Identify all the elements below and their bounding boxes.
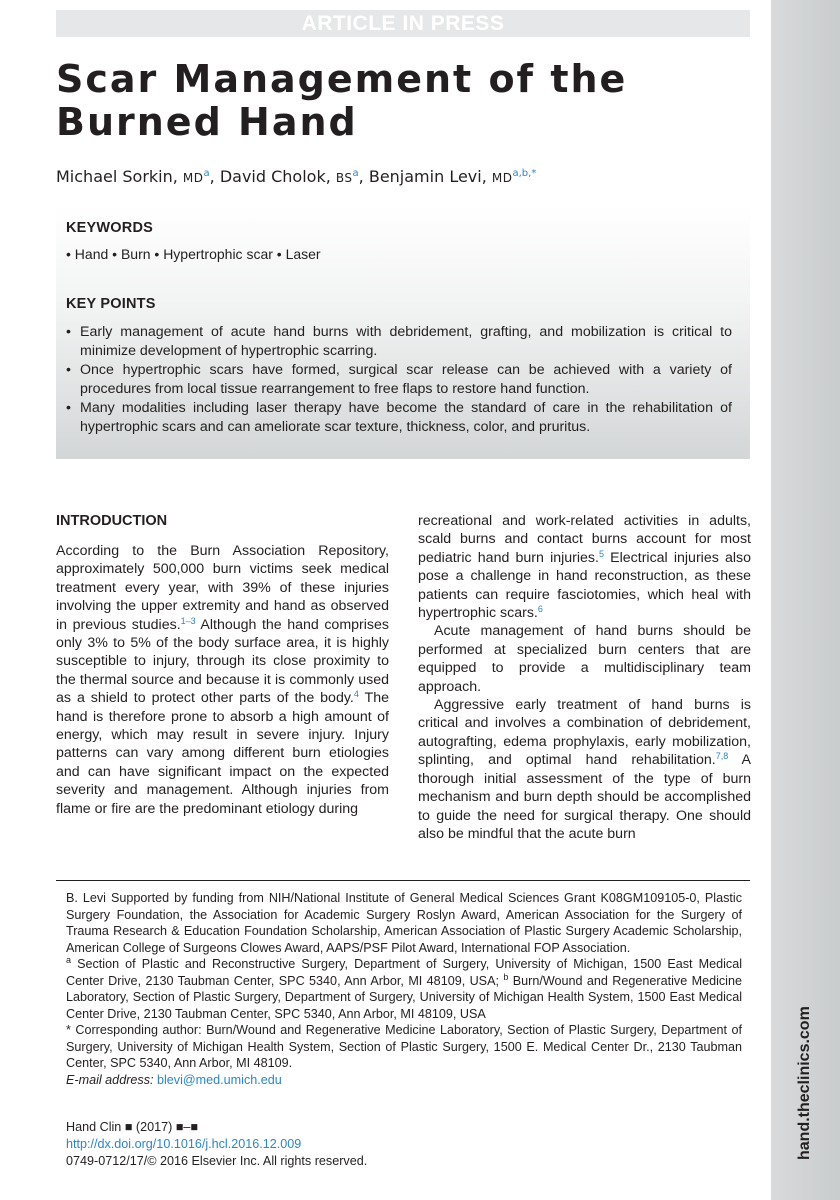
intro-paragraph-1-continued <box>418 512 751 622</box>
author-3-affiliation-link[interactable]: a,b,* <box>512 168 537 179</box>
author-1-affiliation-link[interactable]: a <box>203 168 210 179</box>
author-3-name: Benjamin Levi, <box>368 167 487 186</box>
email-label: E-mail address: <box>66 1072 154 1087</box>
affiliation-a-text: Section of Plastic and Reconstructive Surgery, Department of Surgery, University of Michigan, 1500 East Medical Center Drive, 2130 Taubman Center, SPC 5340, Ann Arbor, MI 48109, USA; <box>66 957 742 988</box>
affiliation-mark: b <box>503 971 509 982</box>
title-line-2: Burned Hand <box>56 100 358 144</box>
reference-link[interactable]: 7,8 <box>715 751 729 762</box>
reference-link[interactable]: 5 <box>598 548 604 559</box>
introduction-heading: INTRODUCTION <box>56 513 168 529</box>
keypoint-item: • Early management of acute hand burns with debridement, grafting, and mobilization is critical to minimize development of hypertrophic scarring. <box>66 323 732 360</box>
doi-link[interactable]: http://dx.doi.org/10.1016/j.hcl.2016.12.009 <box>66 1137 302 1151</box>
author-3-degree: MD <box>491 171 513 185</box>
affiliations-note <box>66 956 742 1022</box>
paragraph-text: recreational and work-related activities in adults, scald burns and contact burns account for most pediatric hand burn injuries. <box>418 513 751 566</box>
footnote-divider <box>56 880 750 881</box>
corresponding-author-note: * Corresponding author: Burn/Wound and Regenerative Medicine Laboratory, Section of Plastic Surgery, Department of Surgery, University of Michigan Health System, Section of Plastic Surgery, 1500 E. Medical Center Dr., 2130 Taubman Center, SPC 5340, Ann Arbor, MI 48109. <box>66 1023 742 1070</box>
intro-paragraph-1 <box>56 542 389 818</box>
author-2-affiliation-link[interactable]: a <box>352 168 359 179</box>
author-list <box>56 166 746 189</box>
copyright-line: 0749-0712/17/© 2016 Elsevier Inc. All rights reserved. <box>66 1154 368 1168</box>
reference-link[interactable]: 4 <box>353 689 359 700</box>
journal-citation: Hand Clin ■ (2017) ■–■ <box>66 1120 199 1134</box>
reference-link[interactable]: 6 <box>537 604 543 615</box>
paragraph-text: According to the Burn Association Repository, approximately 500,000 burn victims seek medical treatment every year, with 39% of these injuries involving the upper extremity and hand as observed in previous studies. <box>56 543 389 633</box>
author-1-name: Michael Sorkin, <box>56 167 178 186</box>
keypoint-item: • Many modalities including laser therapy have become the standard of care in the rehabilitation of hypertrophic scars and can ameliorate scar texture, thickness, color, and pruritus. <box>66 399 732 436</box>
keypoints-list <box>66 323 732 437</box>
body-column-left <box>56 512 389 818</box>
email-note <box>66 1072 742 1089</box>
reference-link[interactable]: 1–3 <box>180 615 196 626</box>
keypoints-heading: KEY POINTS <box>66 296 156 312</box>
email-link[interactable]: blevi@med.umich.edu <box>157 1072 282 1087</box>
paragraph-text: A thorough initial assessment of the type of burn mechanism and burn depth should be accomplished to guide the need for surgical therapy. One should also be mindful that the acute burn <box>418 752 752 842</box>
intro-paragraph-2: Acute management of hand burns should be performed at specialized burn centers that are equipped to provide a multidisciplinary team approach. <box>418 623 751 695</box>
paragraph-text: Although the hand comprises only 3% to 5% of the body surface area, it is highly susceptible to injury, through its close proximity to the thermal source and because it is commonly used as a shield to protect other parts of the body. <box>56 616 389 707</box>
article-in-press-banner: ARTICLE IN PRESS <box>56 10 750 37</box>
title-line-1: Scar Management of the <box>56 57 628 101</box>
footnotes <box>66 890 742 1088</box>
author-1-degree: MD <box>182 171 204 185</box>
paragraph-text: The hand is therefore prone to absorb a high amount of energy, which may result in severe injury. Injury patterns can vary among different burn etiologies and can have significant impact on the expected severity and management. Although injuries from flame or fire are the predominant etiology during <box>56 690 389 817</box>
intro-paragraph-3 <box>418 696 751 843</box>
funding-note: B. Levi Supported by funding from NIH/National Institute of General Medical Sciences Grant K08GM109105-0, Plastic Surgery Foundation, the Association for Academic Surgery Roslyn Award, American Association for the Surgery of Trauma Research & Education Foundation Scholarship, American Association of Plastic Surgery Academic Scholarship, American College of Surgeons Clowes Award, AAPS/PSF Pilot Award, International FOP Association. <box>66 891 742 955</box>
author-separator: , <box>358 167 369 186</box>
body-column-right <box>418 512 751 843</box>
keywords-heading: KEYWORDS <box>66 220 153 236</box>
affiliation-b-text: Burn/Wound and Regenerative Medicine Laboratory, Section of Plastic Surgery, Department of Surgery, University of Michigan Health System, 1500 East Medical Center Drive, 2130 Taubman Center, SPC 5340, Ann Arbor, MI 48109, USA <box>66 973 742 1021</box>
author-2-name: David Cholok, <box>219 167 331 186</box>
citation-block <box>66 1119 566 1170</box>
keywords-list: • Hand • Burn • Hypertrophic scar • Laser <box>66 246 321 262</box>
journal-website-link[interactable]: hand.theclinics.com <box>796 1006 813 1160</box>
author-2-degree: BS <box>335 171 353 185</box>
paragraph-text: Aggressive early treatment of hand burns is critical and involves a combination of debridement, autografting, edema prophylaxis, early mobilization, splinting, and optimal hand rehabilitation. <box>418 697 751 769</box>
keypoint-item: • Once hypertrophic scars have formed, surgical scar release can be achieved with a variety of procedures from local tissue rearrangement to free flaps to restore hand function. <box>66 361 732 398</box>
author-separator: , <box>209 167 220 186</box>
article-title <box>56 58 746 144</box>
affiliation-mark: a <box>66 955 72 965</box>
paragraph-text: Electrical injuries also pose a challenge in hand reconstruction, as these patients can require fasciotomies, which heal with hypertrophic scars. <box>418 549 751 622</box>
